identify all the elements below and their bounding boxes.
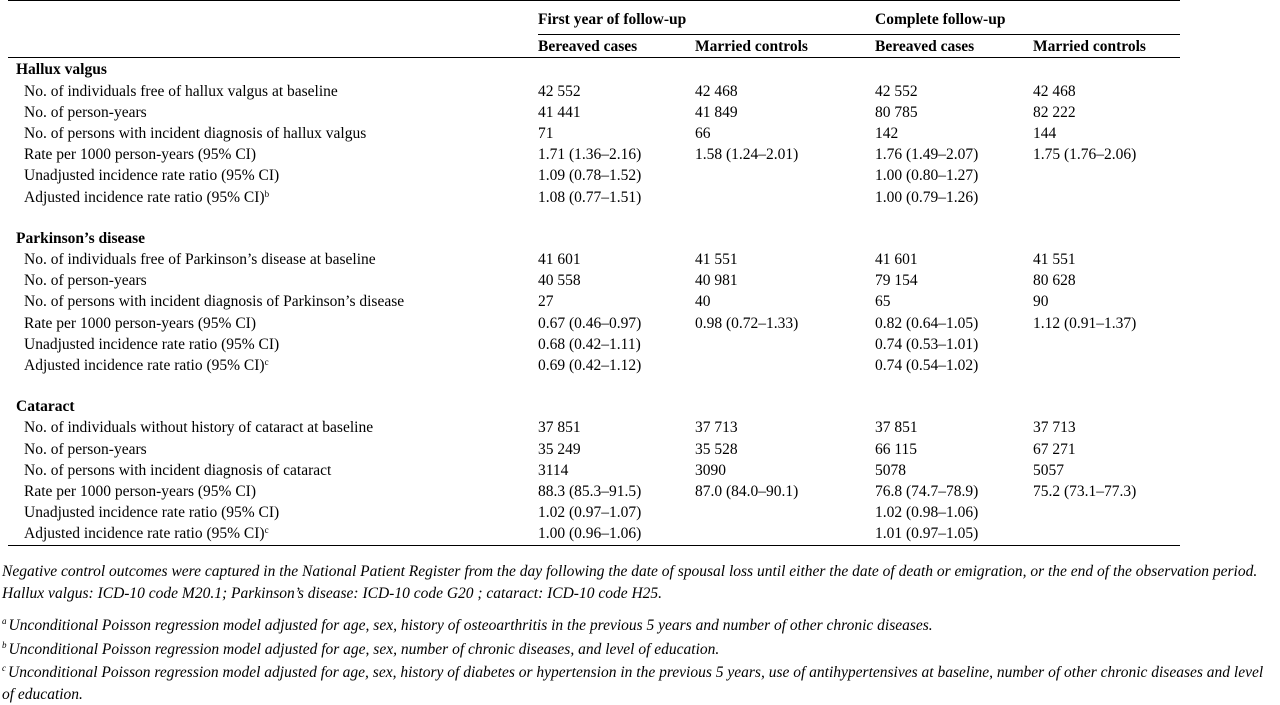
value-cell <box>695 502 875 523</box>
row-label-cell <box>8 123 538 144</box>
value-cell: 1.76 (1.49–2.07) <box>875 146 979 164</box>
footnote-text: Unconditional Poisson regression model adjusted for age, sex, history of diabetes or hypertension in the previous 5 years, use of antihypertensives at baseline, number of other chronic diseases and level of education. <box>2 664 1264 703</box>
footnote-mark: b <box>2 639 7 650</box>
value-cell: 1.02 (0.97–1.07) <box>538 504 642 522</box>
row-label-cell <box>8 187 538 208</box>
col-header-married-1: Married controls <box>695 35 875 58</box>
value-cell: 42 552 <box>875 82 918 100</box>
value-cell: 41 441 <box>538 103 581 121</box>
value-cell: 40 981 <box>695 272 738 290</box>
value-cell: 66 115 <box>875 440 918 458</box>
section-spacer <box>8 208 1180 228</box>
col-header-married-2: Married controls <box>1033 35 1180 58</box>
value-cell: 3114 <box>538 461 569 479</box>
results-table <box>8 0 1180 546</box>
table-row <box>8 481 1180 502</box>
section-header-row <box>8 396 1180 417</box>
value-cell: 0.98 (0.72–1.33) <box>695 314 799 332</box>
value-cell: 1.00 (0.80–1.27) <box>875 167 979 185</box>
value-cell: 71 <box>538 125 554 143</box>
footnote-c <box>2 662 1278 705</box>
value-cell: 1.00 (0.79–1.26) <box>875 188 979 206</box>
section-title: Cataract <box>16 398 75 416</box>
row-label: Unadjusted incidence rate ratio (95% CI) <box>24 335 280 353</box>
table-row <box>8 417 1180 438</box>
row-label: Adjusted incidence rate ratio (95% CI) <box>24 357 265 375</box>
footnote-a <box>2 615 1278 637</box>
section-spacer <box>8 376 1180 396</box>
value-cell: 1.00 (0.96–1.06) <box>538 525 642 543</box>
row-label: No. of persons with incident diagnosis of cataract <box>24 461 332 479</box>
value-cell: 37 851 <box>538 419 581 437</box>
row-label: No. of individuals without history of cataract at baseline <box>24 419 374 437</box>
value-cell: 1.75 (1.76–2.06) <box>1033 146 1137 164</box>
value-cell: 41 551 <box>1033 251 1076 269</box>
table-row <box>8 460 1180 481</box>
row-label-cell <box>8 313 538 334</box>
value-cell: 41 601 <box>538 251 581 269</box>
table-row <box>8 270 1180 291</box>
group-header-complete: Complete follow-up <box>875 1 1180 35</box>
value-cell: 37 713 <box>695 419 738 437</box>
section-header-row <box>8 228 1180 249</box>
row-label: Adjusted incidence rate ratio (95% CI) <box>24 188 265 206</box>
value-cell: 80 628 <box>1033 272 1076 290</box>
value-cell <box>1033 523 1180 544</box>
table-row <box>8 313 1180 334</box>
value-cell <box>695 334 875 355</box>
value-cell: 1.02 (0.98–1.06) <box>875 504 979 522</box>
value-cell: 0.82 (0.64–1.05) <box>875 314 979 332</box>
row-label-cell <box>8 81 538 102</box>
footnote-ref: c <box>264 525 269 536</box>
row-label-cell <box>8 523 538 544</box>
row-label-cell <box>8 334 538 355</box>
column-header-row <box>8 35 1180 58</box>
table-row <box>8 334 1180 355</box>
value-cell: 88.3 (85.3–91.5) <box>538 483 642 501</box>
value-cell: 41 551 <box>695 251 738 269</box>
row-label-cell <box>8 291 538 312</box>
row-label: Rate per 1000 person-years (95% CI) <box>24 483 256 501</box>
value-cell: 66 <box>695 125 711 143</box>
table-body <box>8 58 1180 545</box>
row-label: No. of person-years <box>24 272 147 290</box>
value-cell: 1.08 (0.77–1.51) <box>538 188 642 206</box>
table-row <box>8 439 1180 460</box>
value-cell: 144 <box>1033 125 1057 143</box>
section-header-row <box>8 58 1180 81</box>
value-cell: 5057 <box>1033 461 1064 479</box>
col-header-bereaved-2: Bereaved cases <box>875 35 1033 58</box>
row-label: Rate per 1000 person-years (95% CI) <box>24 146 256 164</box>
value-cell: 37 713 <box>1033 419 1076 437</box>
value-cell: 1.71 (1.36–2.16) <box>538 146 642 164</box>
value-cell: 1.58 (1.24–2.01) <box>695 146 799 164</box>
row-label: Adjusted incidence rate ratio (95% CI) <box>24 525 265 543</box>
table-row <box>8 187 1180 208</box>
value-cell <box>695 355 875 376</box>
table-row <box>8 81 1180 102</box>
row-label: No. of persons with incident diagnosis of Parkinson’s disease <box>24 293 405 311</box>
row-label: No. of person-years <box>24 440 147 458</box>
value-cell: 42 468 <box>695 82 738 100</box>
value-cell: 76.8 (74.7–78.9) <box>875 483 979 501</box>
table-row <box>8 144 1180 165</box>
row-label-cell <box>8 144 538 165</box>
value-cell: 40 558 <box>538 272 581 290</box>
footnote-ref: b <box>264 188 270 199</box>
value-cell: 41 601 <box>875 251 918 269</box>
value-cell: 35 249 <box>538 440 581 458</box>
table-row <box>8 123 1180 144</box>
value-cell <box>695 523 875 544</box>
footnote-text: Unconditional Poisson regression model adjusted for age, sex, number of chronic diseases, and level of education. <box>8 640 720 658</box>
value-cell: 27 <box>538 293 554 311</box>
value-cell: 65 <box>875 293 891 311</box>
value-cell: 0.74 (0.54–1.02) <box>875 357 979 375</box>
table-row <box>8 355 1180 376</box>
value-cell: 142 <box>875 125 899 143</box>
col-header-bereaved-1: Bereaved cases <box>538 35 695 58</box>
row-label-cell <box>8 249 538 270</box>
value-cell: 79 154 <box>875 272 918 290</box>
value-cell: 35 528 <box>695 440 738 458</box>
footnote-b <box>2 639 1278 661</box>
row-label: No. of individuals free of Parkinson’s disease at baseline <box>24 251 376 269</box>
value-cell <box>1033 187 1180 208</box>
value-cell: 87.0 (84.0–90.1) <box>695 483 799 501</box>
value-cell <box>1033 334 1180 355</box>
table-notes <box>2 561 1278 705</box>
row-label-cell <box>8 102 538 123</box>
row-label: Rate per 1000 person-years (95% CI) <box>24 314 256 332</box>
value-cell <box>1033 165 1180 186</box>
row-label-cell <box>8 165 538 186</box>
bottom-rule <box>8 545 1180 546</box>
table-container <box>8 0 1180 546</box>
value-cell: 0.68 (0.42–1.11) <box>538 335 641 353</box>
row-label: No. of persons with incident diagnosis of hallux valgus <box>24 125 367 143</box>
table-row <box>8 502 1180 523</box>
value-cell: 1.12 (0.91–1.37) <box>1033 314 1137 332</box>
section-title: Hallux valgus <box>16 61 107 79</box>
value-cell: 37 851 <box>875 419 918 437</box>
group-header-first-year: First year of follow-up <box>538 1 875 35</box>
value-cell: 5078 <box>875 461 906 479</box>
group-header-row <box>8 1 1180 35</box>
value-cell: 67 271 <box>1033 440 1076 458</box>
note-main: Negative control outcomes were captured in the National Patient Register from the day following the date of spousal loss until either the date of death or emigration, or the end of the observation period. Hallux valgus: ICD-10 code M20.1; Parkinson’s disease: ICD-10 code G20 ; cataract: ICD-10 code H25. <box>2 563 1258 602</box>
value-cell: 80 785 <box>875 103 918 121</box>
row-label-cell <box>8 270 538 291</box>
value-cell: 41 849 <box>695 103 738 121</box>
row-label-cell <box>8 481 538 502</box>
row-label-cell <box>8 355 538 376</box>
value-cell: 42 468 <box>1033 82 1076 100</box>
value-cell <box>695 187 875 208</box>
value-cell <box>695 165 875 186</box>
row-label-cell <box>8 417 538 438</box>
table-row <box>8 165 1180 186</box>
value-cell: 42 552 <box>538 82 581 100</box>
value-cell <box>1033 502 1180 523</box>
footnote-mark: c <box>2 663 6 673</box>
row-label: Unadjusted incidence rate ratio (95% CI) <box>24 504 280 522</box>
row-label-cell <box>8 460 538 481</box>
row-label: Unadjusted incidence rate ratio (95% CI) <box>24 167 280 185</box>
value-cell: 1.01 (0.97–1.05) <box>875 525 979 543</box>
section-title: Parkinson’s disease <box>16 229 146 247</box>
footnote-text: Unconditional Poisson regression model adjusted for age, sex, history of osteoarthritis in the previous 5 years and number of other chronic diseases. <box>8 617 933 634</box>
row-label: No. of person-years <box>24 103 147 121</box>
table-row <box>8 249 1180 270</box>
row-label-cell <box>8 439 538 460</box>
value-cell: 0.67 (0.46–0.97) <box>538 314 642 332</box>
value-cell: 3090 <box>695 461 726 479</box>
value-cell: 40 <box>695 293 711 311</box>
footnote-mark: a <box>2 616 7 626</box>
footnote-ref: c <box>264 357 269 368</box>
value-cell: 0.74 (0.53–1.01) <box>875 335 979 353</box>
table-row <box>8 102 1180 123</box>
value-cell: 0.69 (0.42–1.12) <box>538 357 642 375</box>
table-row <box>8 523 1180 544</box>
value-cell <box>1033 355 1180 376</box>
value-cell: 1.09 (0.78–1.52) <box>538 167 642 185</box>
value-cell: 90 <box>1033 293 1049 311</box>
row-label: No. of individuals free of hallux valgus at baseline <box>24 82 338 100</box>
row-label-cell <box>8 502 538 523</box>
value-cell: 82 222 <box>1033 103 1076 121</box>
value-cell: 75.2 (73.1–77.3) <box>1033 483 1137 501</box>
table-row <box>8 291 1180 312</box>
